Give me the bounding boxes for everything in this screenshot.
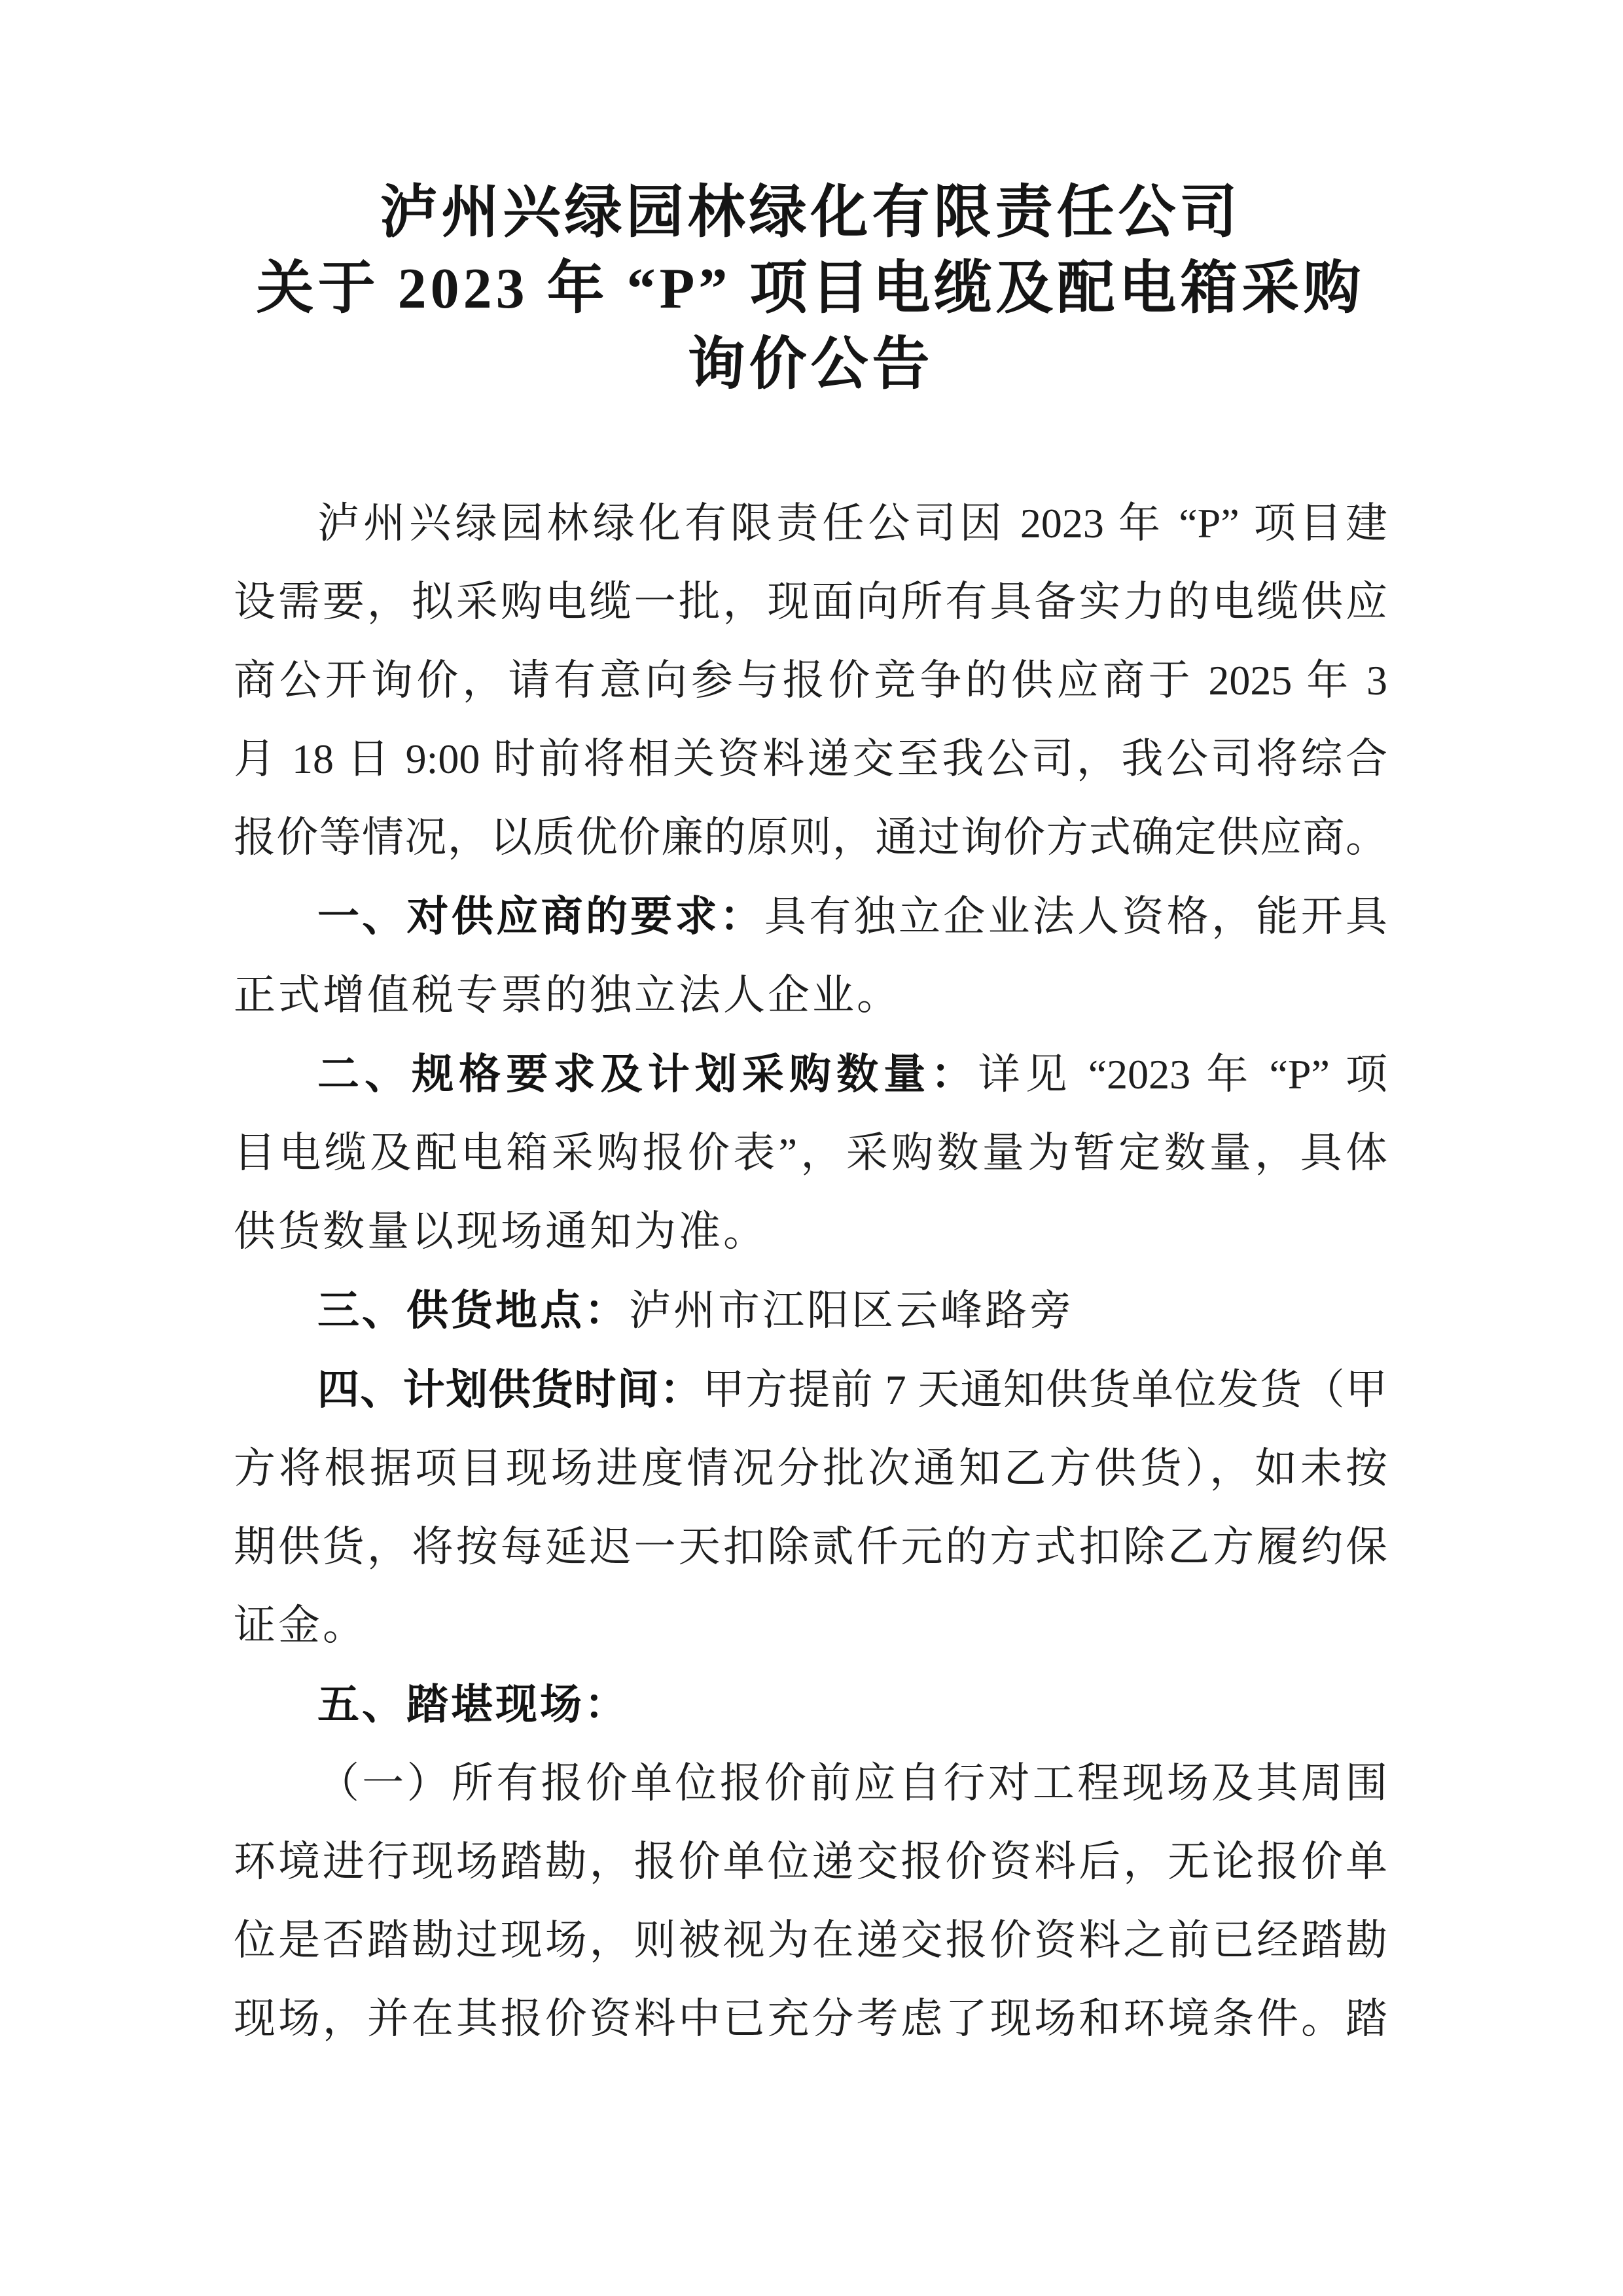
document-content <box>234 175 1387 2058</box>
body-line <box>234 1744 1387 1823</box>
body-line <box>234 1114 1387 1193</box>
text-run: 位是否踏勘过现场，则被视为在递交报价资料之前已经踏勘 <box>234 1917 1387 1964</box>
text-run: 供货数量以现场通知为准。 <box>234 1208 768 1255</box>
paragraph-section-5-item-1 <box>234 1744 1387 2058</box>
text-run: 证金。 <box>234 1602 367 1649</box>
body-line <box>234 720 1387 798</box>
body-line <box>234 1823 1387 1901</box>
text-run: 月 18 日 9:00 时前将相关资料递交至我公司，我公司将综合 <box>234 736 1387 782</box>
text-run: 泸州市江阳区云峰路旁 <box>629 1287 1074 1334</box>
body-line <box>234 956 1387 1035</box>
body-line <box>234 563 1387 641</box>
body-line <box>234 1271 1387 1350</box>
text-run: 详见 “2023 年 “P” 项 <box>978 1051 1388 1098</box>
paragraph-section-2-spec-and-quantity <box>234 1035 1387 1271</box>
text-run: 泸州兴绿园林绿化有限责任公司因 2023 年 “P” 项目建 <box>317 500 1387 547</box>
text-run: 设需要，拟采购电缆一批，现面向所有具备实力的电缆供应 <box>234 579 1387 625</box>
body-line <box>234 1980 1387 2058</box>
text-run: 甲方提前 7 天通知供货单位发货（甲 <box>702 1367 1388 1413</box>
text-run: 方将根据项目现场进度情况分批次通知乙方供货），如未按 <box>234 1445 1387 1492</box>
heading-run: 一、对供应商的要求： <box>317 893 765 940</box>
document-body <box>234 484 1387 2058</box>
body-line <box>234 798 1387 877</box>
body-line <box>234 877 1387 956</box>
heading-run: 三、供货地点： <box>317 1287 629 1334</box>
paragraph-section-3-delivery-location <box>234 1271 1387 1350</box>
body-line <box>234 1350 1387 1429</box>
title-line-company: 泸州兴绿园林绿化有限责任公司 <box>380 181 1241 245</box>
text-run: 现场，并在其报价资料中已充分考虑了现场和环境条件。踏 <box>234 1996 1387 2042</box>
body-line <box>234 1508 1387 1587</box>
body-line <box>234 1035 1387 1114</box>
body-line <box>234 1665 1387 1744</box>
paragraph-section-4-delivery-schedule <box>234 1350 1387 1665</box>
body-line <box>234 484 1387 563</box>
body-line <box>234 641 1387 720</box>
body-line <box>234 1901 1387 1980</box>
heading-run: 四、计划供货时间： <box>317 1366 703 1413</box>
text-run: 正式增值税专票的独立法人企业。 <box>234 972 901 1018</box>
paragraph-intro <box>234 484 1387 877</box>
title-line-notice-type: 询价公告 <box>687 333 934 397</box>
paragraph-section-1-supplier-requirements <box>234 877 1387 1035</box>
document-title <box>234 175 1387 403</box>
text-run: 目电缆及配电箱采购报价表”，采购数量为暂定数量，具体 <box>234 1130 1387 1176</box>
text-run: （一）所有报价单位报价前应自行对工程现场及其周围 <box>317 1760 1387 1806</box>
title-line-subject: 关于 2023 年 “P” 项目电缆及配电箱采购 <box>256 257 1365 321</box>
heading-run: 五、踏堪现场： <box>317 1681 629 1728</box>
text-run: 环境进行现场踏勘，报价单位递交报价资料后，无论报价单 <box>234 1839 1387 1885</box>
body-line <box>234 1193 1387 1271</box>
text-run: 商公开询价，请有意向参与报价竞争的供应商于 2025 年 3 <box>234 657 1387 704</box>
body-line <box>234 1587 1387 1665</box>
paragraph-section-5-site-survey <box>234 1665 1387 1744</box>
body-line <box>234 1429 1387 1508</box>
text-run: 具有独立企业法人资格，能开具 <box>764 893 1388 940</box>
text-run: 报价等情况，以质优价廉的原则，通过询价方式确定供应商。 <box>234 814 1387 861</box>
heading-run: 二、规格要求及计划采购数量： <box>317 1050 978 1098</box>
text-run: 期供货，将按每延迟一天扣除贰仟元的方式扣除乙方履约保 <box>234 1524 1387 1570</box>
